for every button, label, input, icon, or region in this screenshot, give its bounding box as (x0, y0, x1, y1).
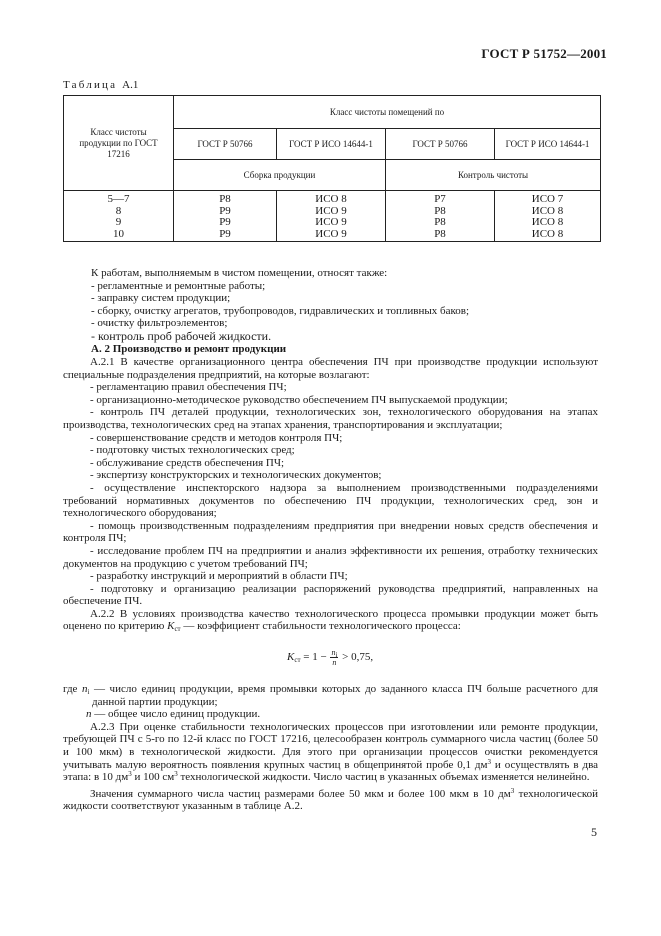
list-item: - осуществление инспекторского надзора за выполнением производственными подразделениями требований нормативных документов по обеспечению ПЧ продукции, технологических сред, зон и технологического оборудования; (63, 481, 598, 520)
paragraph: К работам, выполняемым в чистом помещении, относят также: (91, 267, 388, 279)
symbol-k: K (167, 620, 175, 633)
subscript: i (335, 651, 338, 659)
list-item: - заправку систем продукции; (91, 292, 231, 305)
table-subheader: ГОСТ Р ИСО 14644-1 (277, 129, 386, 160)
superscript: 3 (510, 786, 515, 795)
paragraph (63, 721, 598, 784)
table-section-control: Контроль чистоты (386, 160, 601, 191)
table-cell-product-class: 5—7 8 9 10 (64, 191, 174, 242)
table-cell: Р8 Р9 Р9 Р9 (174, 191, 277, 242)
table-subheader: ГОСТ Р 50766 (386, 129, 495, 160)
text-run: А.2.3 При оценке стабильности технологических процессов при изготовлении или ремонте продукции, требующей ПЧ с 5-го по 12-й класс по ГОСТ 17216, целесообразен контроль суммарного числа частиц (более 50 и 100 мкм) в технологической жидкости. Для этого при организации процессов очистки рекомендуется учитывать малую вероятность появления крупных частиц в общепринятой пробе 0,1 дм (63, 720, 598, 771)
text-run: — число единиц продукции, время промывки которых до заданного класса ПЧ больше расчетного для данной партии продукции; (92, 683, 599, 708)
text-run: где (63, 683, 78, 695)
subscript: ст (174, 625, 181, 634)
list-item: - подготовку и организацию реализации распоряжений руководства предприятий, направленных на обеспечение ПЧ. (63, 582, 598, 608)
symbol-n: n (332, 658, 337, 667)
superscript: 3 (128, 770, 132, 779)
text-run: технологической жидкости соответствуют указанным в таблице А.2. (63, 787, 599, 813)
text-run: и осуществлять в два этапа: в 10 дм (63, 758, 598, 784)
formula-part: = 1 − (303, 651, 327, 664)
list-item: - экспертизу конструкторских и технологических документов; (90, 469, 382, 482)
section-heading: А. 2 Производство и ремонт продукции (91, 342, 287, 355)
formula-part: > 0,75, (342, 651, 374, 664)
list-item: - разработку инструкций и мероприятий в области ПЧ; (90, 570, 348, 583)
list-item: - очистку фильтроэлементов; (91, 317, 228, 330)
symbol-k: K (287, 651, 295, 664)
text-run: и 100 см (134, 771, 175, 784)
table-subheader: ГОСТ Р ИСО 14644-1 (495, 129, 601, 160)
table-section-assembly: Сборка продукции (174, 160, 386, 191)
text-run: А.2.2 В условиях производства качество технологического процесса промывки продукции может быть оценено по критерию (63, 607, 598, 633)
document-id: ГОСТ Р 51752—2001 (481, 46, 607, 61)
text-run: — коэффициент стабильности технологического процесса: (183, 620, 461, 633)
table-cell: ИСО 7 ИСО 8 ИСО 8 ИСО 8 (495, 191, 601, 242)
list-item: - регламентные и ремонтные работы; (91, 279, 266, 292)
text-run: — общее число единиц продукции. (94, 708, 261, 721)
superscript: 3 (487, 757, 491, 766)
list-item: - контроль проб рабочей жидкости. (91, 328, 272, 343)
fraction-numerator (330, 648, 338, 658)
table-subheader: ГОСТ Р 50766 (174, 129, 277, 160)
fraction-denominator (330, 658, 338, 667)
table-header-room-class: Класс чистоты помещений по (174, 96, 601, 129)
symbol-n: n (86, 708, 92, 721)
paragraph (63, 788, 598, 813)
list-item: - помощь производственным подразделениям предприятия при внедрении новых средств обеспечения и контроля ПЧ; (63, 519, 598, 545)
where-clause (63, 708, 598, 721)
list-item: - обслуживание средств обеспечения ПЧ; (90, 456, 285, 469)
table-caption-label: Таблица (63, 79, 118, 91)
body-text-main (63, 356, 598, 633)
table-caption-number: А.1 (122, 79, 139, 91)
list-item: - контроль ПЧ деталей продукции, технологических зон, технологического оборудования на этапах производства, технологических сред на этапах хранения, транспортирования и эксплуатации; (63, 406, 598, 431)
list-item: - подготовку чистых технологических сред; (90, 444, 295, 457)
paragraph: А.2.1 В качестве организационного центра обеспечения ПЧ при производстве продукции используют специальные подразделения предприятий, на которые возлагают: (63, 356, 598, 381)
table-caption (63, 79, 138, 91)
table-cell: ИСО 8 ИСО 9 ИСО 9 ИСО 9 (277, 191, 386, 242)
list-item: - исследование проблем ПЧ на предприятии и анализ эффективности их решения, отработку технических документов на продукцию с учетом требований ПЧ; (63, 544, 598, 570)
text-run: Значения суммарного числа частиц размерами более 50 мкм и более 100 мкм в 10 дм (90, 787, 511, 800)
cleanliness-table (63, 95, 601, 242)
text-run: технологической жидкости. Число частиц в указанных объемах изменяется нелинейно. (180, 771, 590, 784)
list-item: - сборку, очистку агрегатов, трубопроводов, гидравлических и топливных баков; (91, 304, 469, 317)
paragraph (63, 608, 598, 633)
page-number: 5 (591, 825, 597, 839)
list-item: - совершенствование средств и методов контроля ПЧ; (90, 431, 343, 444)
symbol-n: n (331, 648, 336, 657)
subscript: ст (294, 656, 301, 665)
symbol-n: n (82, 683, 88, 695)
table-header-product-class: Класс чистоты продукции по ГОСТ 17216 (64, 96, 174, 191)
subscript: i (87, 688, 90, 696)
table-cell: Р7 Р8 Р8 Р8 (386, 191, 495, 242)
fraction (330, 648, 338, 667)
list-item: - регламентацию правил обеспечения ПЧ; (90, 381, 287, 394)
list-item: - организационно-методическое руководство обеспечением ПЧ выпускаемой продукции; (90, 393, 508, 406)
stability-formula (287, 648, 373, 667)
superscript: 3 (174, 770, 178, 779)
where-clause (63, 683, 598, 708)
body-text-top (91, 267, 597, 355)
body-text-bottom (63, 683, 598, 813)
